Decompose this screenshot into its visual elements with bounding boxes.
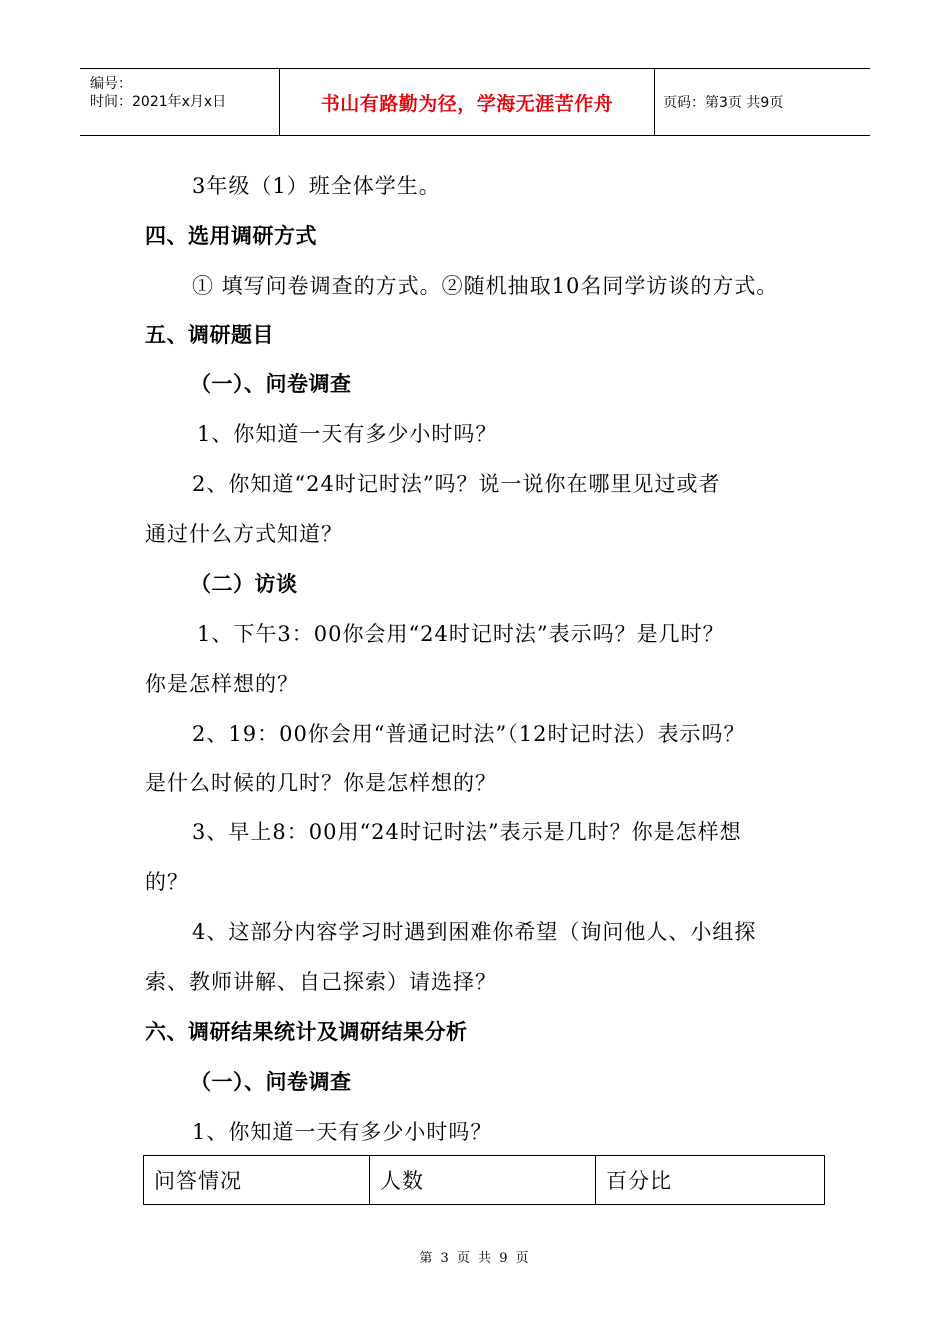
text-line: 4、这部分内容学习时遇到困难你希望（询问他人、小组探 bbox=[192, 920, 757, 944]
subsection-heading: （一）、问卷调查 bbox=[190, 372, 352, 396]
header-motto-cell bbox=[280, 69, 655, 135]
header-page-cell bbox=[655, 69, 870, 135]
page-footer: 第 3 页 共 9 页 bbox=[419, 1251, 531, 1266]
result-table bbox=[143, 1155, 825, 1205]
text-line: 你是怎样想的？ bbox=[145, 672, 299, 696]
text-line: 1、下午3：00你会用“24时记时法”表示吗？是几时？ bbox=[197, 622, 725, 646]
text-line: 1、你知道一天有多少小时吗？ bbox=[197, 422, 498, 446]
text-line: 2、19：00你会用“普通记时法”（12时记时法）表示吗？ bbox=[192, 722, 746, 746]
document-header bbox=[80, 68, 870, 136]
table-header-cell: 人数 bbox=[370, 1156, 596, 1205]
text-line: 索、教师讲解、自己探索）请选择？ bbox=[145, 970, 497, 994]
page-label: 页码：第3页 共9页 bbox=[663, 95, 784, 111]
subsection-heading: （二）访谈 bbox=[190, 572, 298, 596]
text-line: 的？ bbox=[145, 870, 189, 894]
table-header-row bbox=[144, 1156, 825, 1205]
table-header-cell: 问答情况 bbox=[144, 1156, 370, 1205]
section-heading: 四、选用调研方式 bbox=[145, 224, 317, 248]
header-info-cell bbox=[80, 69, 280, 135]
text-line: ① 填写问卷调查的方式。②随机抽取10名同学访谈的方式。 bbox=[192, 274, 779, 298]
number-label: 编号： bbox=[90, 76, 132, 92]
text-line: 3年级（1）班全体学生。 bbox=[192, 174, 441, 198]
subsection-heading: （一）、问卷调查 bbox=[190, 1070, 352, 1094]
text-line: 3、早上8：00用“24时记时法”表示是几时？你是怎样想 bbox=[192, 820, 742, 844]
text-line: 是什么时候的几时？你是怎样想的？ bbox=[145, 771, 497, 795]
text-line: 通过什么方式知道？ bbox=[145, 522, 343, 546]
time-label: 时间：2021年x月x日 bbox=[90, 94, 227, 110]
section-heading: 六、调研结果统计及调研结果分析 bbox=[145, 1020, 468, 1044]
motto-text: 书山有路勤为径，学海无涯苦作舟 bbox=[320, 92, 614, 115]
section-heading: 五、调研题目 bbox=[145, 323, 274, 347]
text-line: 1、你知道一天有多少小时吗？ bbox=[192, 1120, 493, 1144]
text-line: 2、你知道“24时记时法”吗？说一说你在哪里见过或者 bbox=[192, 472, 721, 496]
table-header-cell: 百分比 bbox=[596, 1156, 825, 1205]
